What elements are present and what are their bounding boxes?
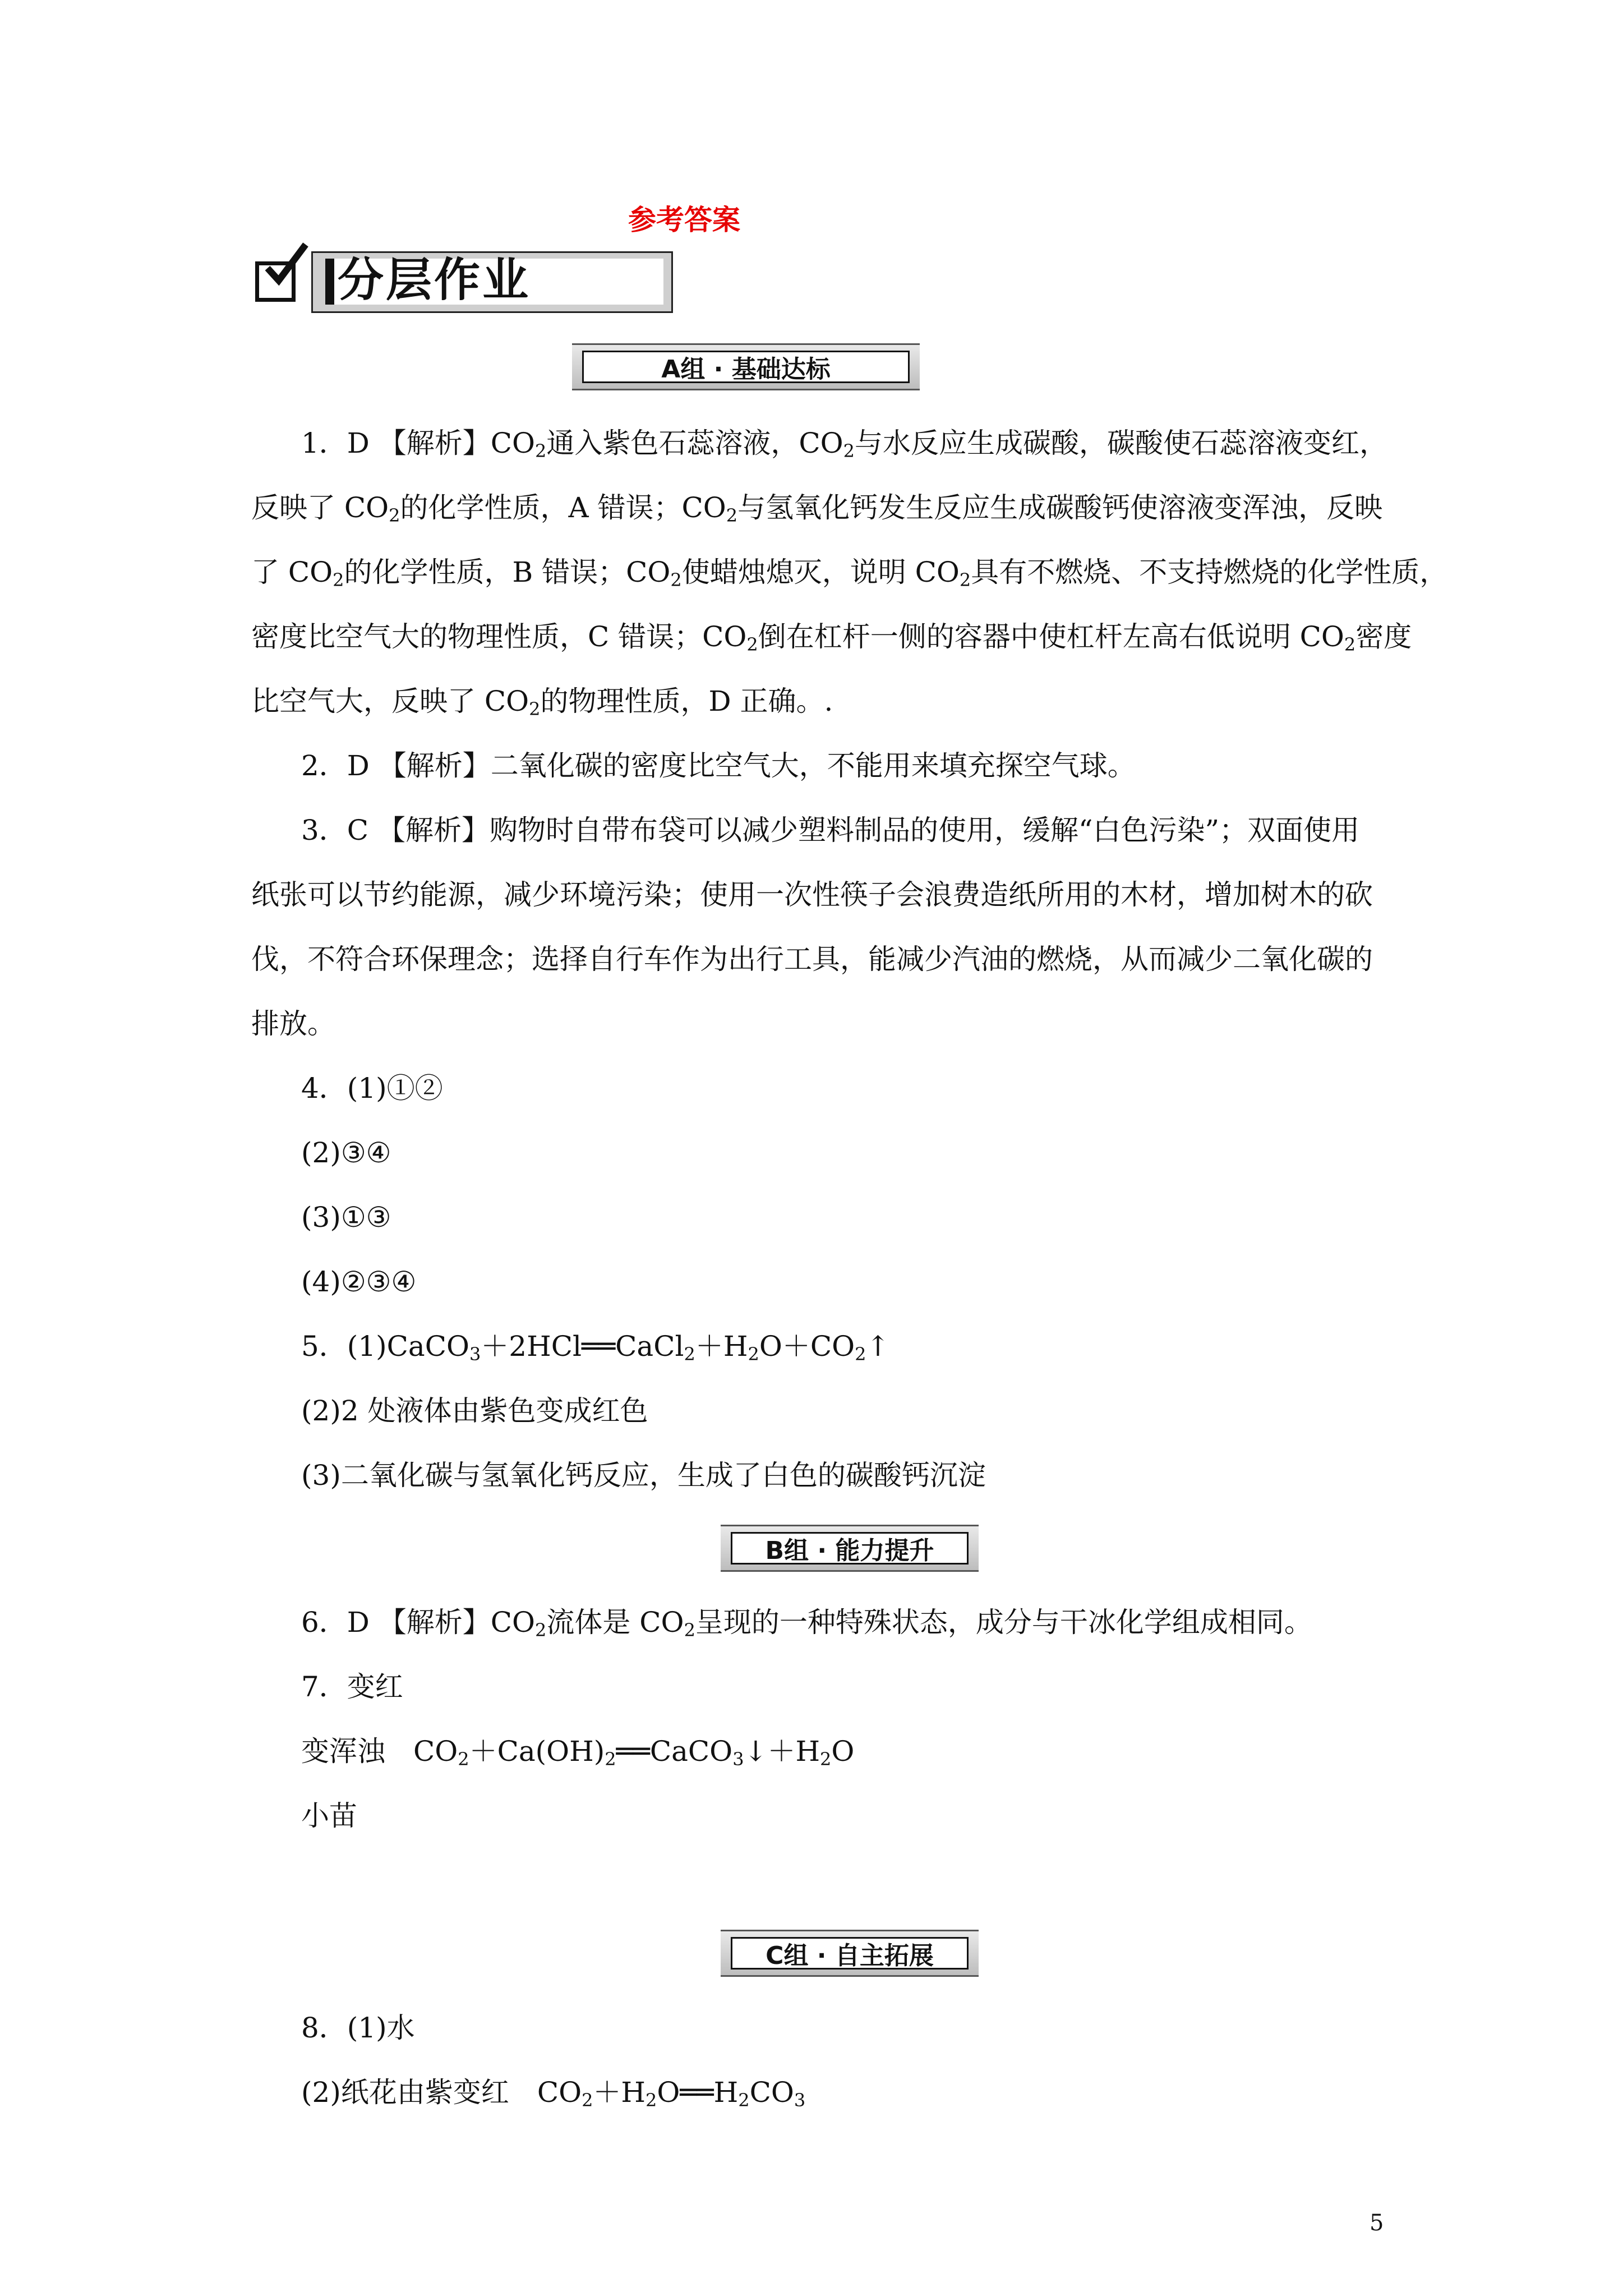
answer-3-line-1: 3．C 【解析】购物时自带布袋可以减少塑料制品的使用，缓解“白色污染”；双面使用 bbox=[301, 814, 1360, 846]
answer-1-line-2: 反映了 $CO_2$的化学性质，A 错误；$CO_2$与氢氧化钙发生反应生成碳酸钙使溶液变浑浊，反映 bbox=[251, 491, 1383, 526]
answer-3-line-4: 排放。 bbox=[251, 1007, 335, 1040]
answer-2: 2．D 【解析】二氧化碳的密度比空气大，不能用来填充探空气球。 bbox=[301, 749, 1136, 782]
banner-label: 分层作业 bbox=[338, 254, 531, 307]
answer-8-line-1: 8．(1)水 bbox=[301, 2012, 415, 2044]
group-header-b-label: B组 · 能力提升 bbox=[731, 1532, 969, 1565]
answer-4-part-1: 4．(1)①② bbox=[301, 1072, 443, 1105]
answer-1-line-1: 1．D 【解析】$CO_2$通入紫色石蕊溶液，$CO_2$与水反应生成碳酸，碳酸使石蕊溶液变红， bbox=[301, 427, 1388, 462]
page-number: 5 bbox=[1370, 2210, 1384, 2236]
answer-7-line-1: 7．变红 bbox=[301, 1671, 403, 1703]
answer-7-line-3: 小苗 bbox=[301, 1800, 357, 1832]
group-header-a bbox=[572, 343, 920, 390]
section-banner bbox=[255, 251, 673, 318]
answer-7-line-2: 变浑浊 $CO_2+Ca(OH)_2══CaCO_3↓+H_2O$ bbox=[301, 1735, 855, 1770]
answer-3-line-2: 纸张可以节约能源，减少环境污染；使用一次性筷子会浪费造纸所用的木材，增加树木的砍 bbox=[251, 878, 1373, 911]
answer-5-part-1: 5．$(1)CaCO_3+2HCl══CaCl_2+H_2O+CO_2↑$ bbox=[301, 1330, 890, 1365]
answer-8-line-2: (2)纸花由紫变红 $CO_2+H_2O══H_2CO_3$ bbox=[301, 2076, 806, 2111]
answer-4-part-4: (4)②③④ bbox=[301, 1266, 417, 1298]
group-header-c-label: C组 · 自主拓展 bbox=[731, 1937, 969, 1970]
answer-5-part-3: (3)二氧化碳与氢氧化钙反应，生成了白色的碳酸钙沉淀 bbox=[301, 1459, 986, 1492]
answer-1-line-5: 比空气大，反映了 $CO_2$的物理性质，D 正确。. bbox=[251, 685, 833, 720]
page-title: 参考答案 bbox=[628, 204, 740, 236]
answer-4-part-2: (2)③④ bbox=[301, 1137, 391, 1169]
answer-3-line-3: 伐，不符合环保理念；选择自行车作为出行工具，能减少汽油的燃烧，从而减少二氧化碳的 bbox=[251, 943, 1373, 976]
answer-1-line-4: 密度比空气大的物理性质，C 错误；$CO_2$倒在杠杆一侧的容器中使杠杆左高右低说明 $CO_2$密度 bbox=[251, 620, 1412, 655]
group-header-a-label: A组 · 基础达标 bbox=[582, 351, 910, 383]
answer-5-part-2: (2)2 处液体由紫色变成红色 bbox=[301, 1395, 648, 1427]
group-header-b bbox=[721, 1525, 979, 1572]
banner-bar bbox=[311, 251, 673, 313]
group-header-c bbox=[721, 1930, 979, 1977]
answer-4-part-3: (3)①③ bbox=[301, 1201, 391, 1234]
answer-1-line-3: 了 $CO_2$的化学性质，B 错误；$CO_2$使蜡烛熄灭，说明 $CO_2$具有不燃烧、不支持燃烧的化学性质， bbox=[251, 556, 1448, 591]
answer-6: 6．D 【解析】$CO_2$流体是 $CO_2$呈现的一种特殊状态，成分与干冰化学组成相同。 bbox=[301, 1606, 1312, 1641]
checkmark-icon bbox=[260, 240, 310, 291]
